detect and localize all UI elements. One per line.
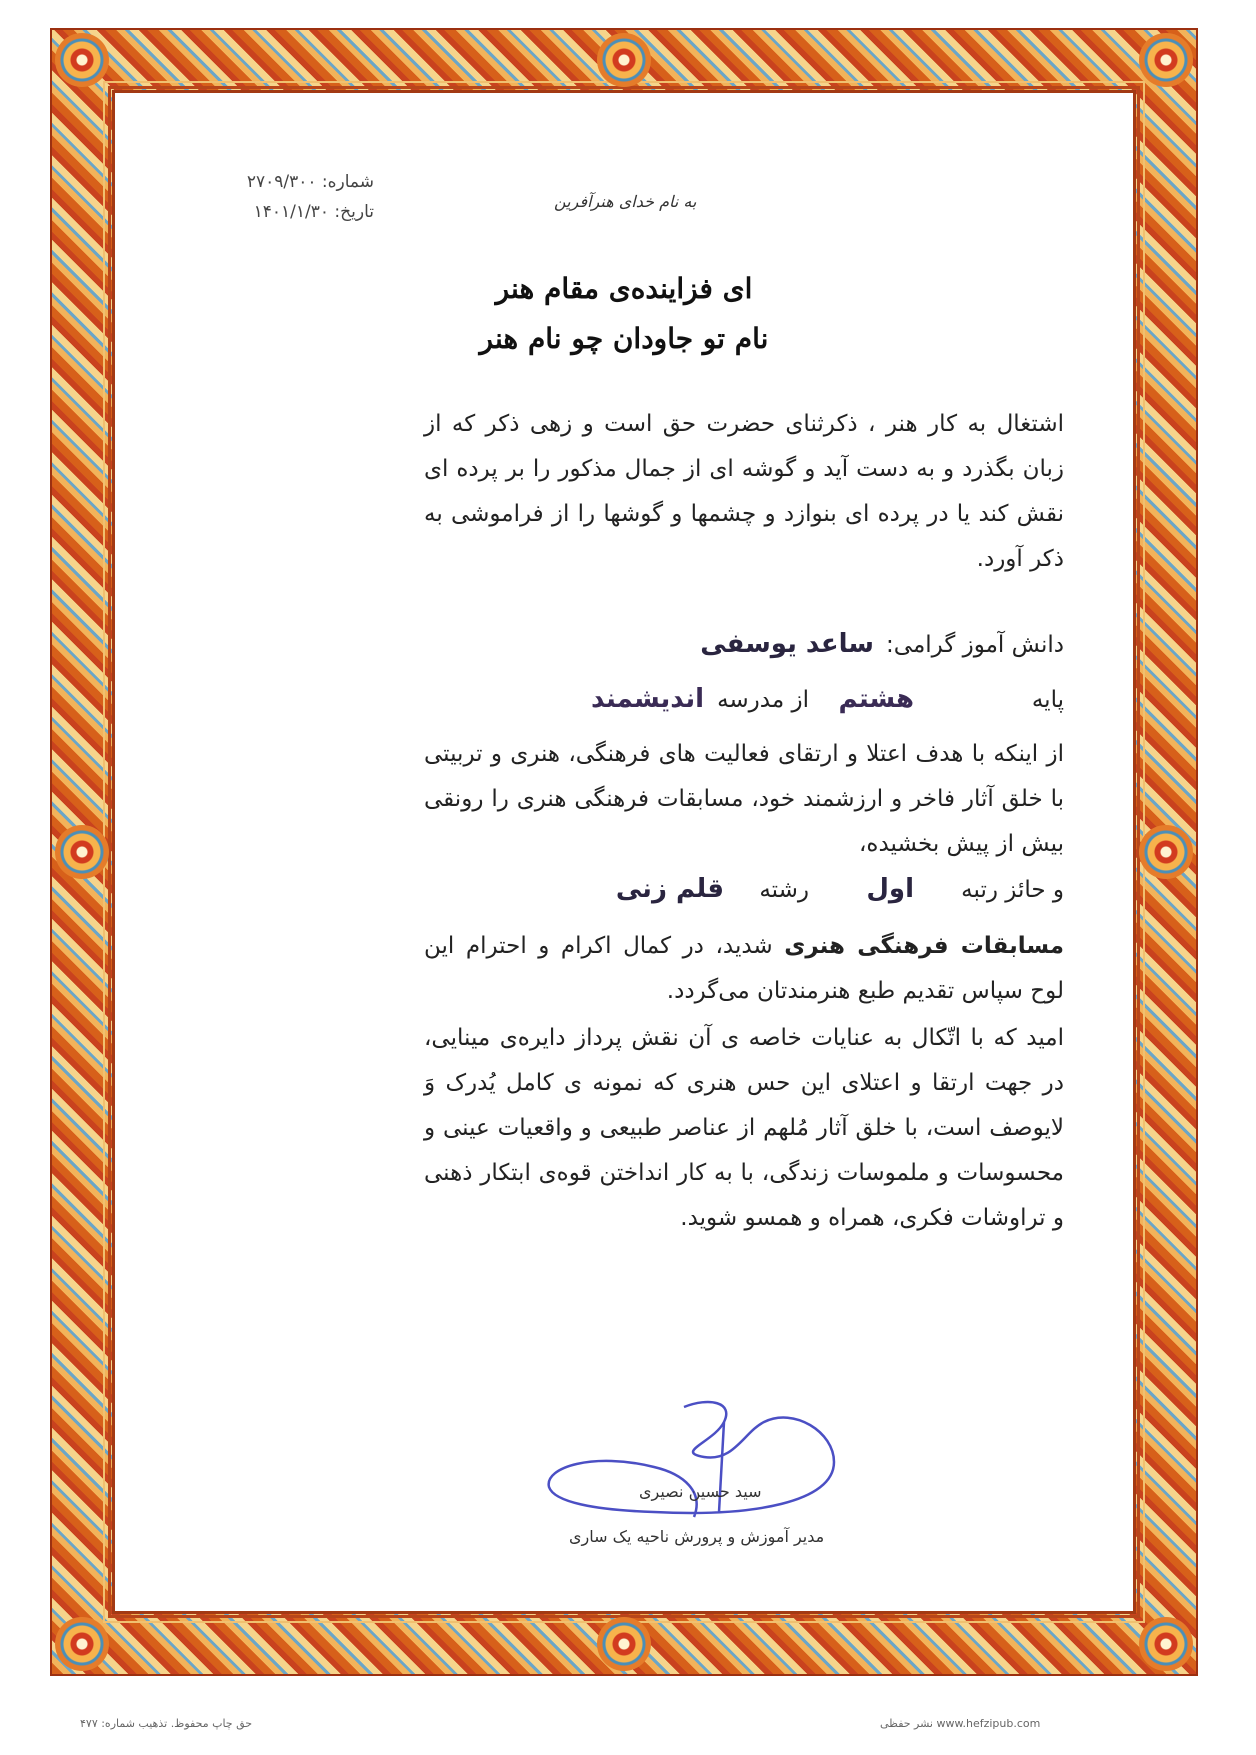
poem-title-line-2: نام تو جاودان چو نام هنر [479,322,769,355]
achievement-paragraph: از اینکه با هدف اعتلا و ارتقای فعالیت های فرهنگی، هنری و تربیتی با خلق آثار فاخر و ارزشمند خود، مسابقات فرهنگی هنری را رونقی بیش از پیش بخشیده، [424,741,1064,857]
school-row [424,684,1064,731]
student-row [424,629,1064,676]
reference-block [224,167,374,227]
rosette-ornament [1139,1617,1193,1671]
signatory-name: سید حسین نصیری [639,1482,762,1501]
grade-value: هشتم [838,684,914,714]
rosette-ornament [55,1617,109,1671]
handwritten-signature [534,1392,854,1532]
student-name: ساعد یوسفی [700,629,874,659]
closing-paragraph [424,924,1064,1014]
rank-row [424,874,1064,921]
signatory-title: مدیر آموزش و پرورش ناحیه یک ساری [569,1527,825,1546]
closing-text: شدید، در کمال اکرام و احترام این لوح سپاس تقدیم طبع هنرمندتان می‌گردد. [424,933,1064,1004]
rosette-ornament [55,825,109,879]
rank-value: اول [866,874,914,904]
field-label: رشته [759,877,809,903]
intro-paragraph: اشتغال به کار هنر ، ذکرثنای حضرت حق است و زهی ذکر که از زبان بگذرد و به دست آید و گوشه ای از جمال مذکور را بر پرده ای نقش کند یا در پرده ای بنوازد و چشمها و گوشها را از فراموشی به ذکر آورد. [424,411,1064,572]
invocation-text: به نام خدای هنرآفرین [554,192,697,211]
field-value: قلم زنی [615,874,724,904]
poem-title-line-1: ای فزاینده‌ی مقام هنر [495,272,753,305]
grade-label: پایه [1031,687,1064,713]
rank-label: و حائز رتبه [961,877,1064,903]
rosette-ornament [597,1617,651,1671]
contest-name: مسابقات فرهنگی هنری [784,933,1065,959]
wish-paragraph: امید که با اتّکال به عنایات خاصه ی آن نقش پرداز دایره‌ی مینایی، در جهت ارتقا و اعتلای این حس هنری که نمونه ی کامل یُدرک وَ لایوصف است، با خلق آثار مُلهم از عناصر طبیعی و واقعیات عینی و محسوسات و ملموسات زندگی، با به کار انداختن قوه‌ی ابتکار ذهنی و تراوشات فکری، همراه و همسو شوید. [424,1025,1064,1231]
school-name: اندیشمند [591,684,704,714]
footer-publisher: www.hefzipub.com نشر حفظی [880,1717,1041,1730]
rosette-ornament [1139,33,1193,87]
rosette-ornament [597,33,651,87]
rosette-ornament [55,33,109,87]
school-label: از مدرسه [717,687,809,713]
rosette-ornament [1139,825,1193,879]
student-label: دانش آموز گرامی: [886,632,1064,658]
certificate-page [114,92,1134,1612]
footer-copyright: حق چاپ محفوظ. تذهیب شماره: ۴۷۷ [80,1717,253,1730]
reference-date: تاریخ: ۱۴۰۱/۱/۳۰ [253,202,374,222]
reference-number: شماره: ۲۷۰۹/۳۰۰ [246,172,374,192]
